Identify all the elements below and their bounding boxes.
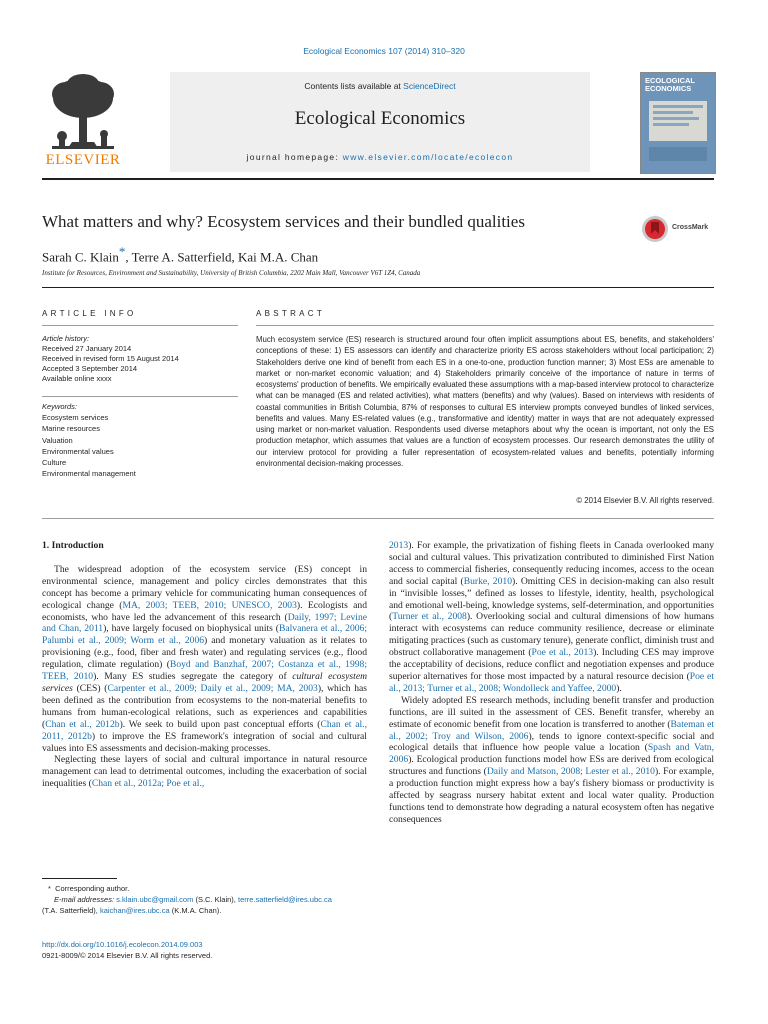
journal-name: Ecological Economics: [294, 108, 466, 129]
keyword-item: Environmental management: [42, 469, 136, 479]
header-rule: [42, 178, 714, 180]
cover-title: ECOLOGICAL ECONOMICS: [645, 76, 695, 93]
citation-link[interactable]: Turner et al., 2008: [392, 611, 467, 623]
masthead-banner: [170, 72, 590, 172]
body-text: ). For example, a production function might express how a bay's fishery biomass or productivity is affected by seagrass nursery habitat extent and local water quality. Production functions tend to demonstrate how degrading a natural ecosystem often has negative consequences: [389, 766, 714, 825]
body-text: ). For example, the privatization of fishing fleets in Canada overlooked many social and cultural values. This privatization contributed to diminished First Nation access to commercial fisheries, consequently reducing incomes, access to the ocean and social capital (: [389, 540, 714, 587]
history-item: Received in revised form 15 August 2014: [42, 354, 179, 363]
sciencedirect-link[interactable]: ScienceDirect: [403, 81, 456, 91]
body-text: ). Ecologists and economists, who have led the advancement of this research (: [42, 599, 368, 623]
body-column-left: [42, 540, 367, 790]
email-link[interactable]: s.klain.ubc@gmail.com: [116, 895, 194, 904]
citation-link[interactable]: MA, 2003; TEEB, 2010; UNESCO, 2003: [122, 599, 297, 611]
journal-cover-thumbnail[interactable]: [640, 72, 716, 174]
body-paragraph: [42, 754, 367, 790]
keyword-item: Valuation: [42, 435, 73, 445]
article-title: What matters and why? Ecosystem services and their bundled qualities: [42, 212, 525, 231]
body-text: ). We seek to build upon past conceptual efforts (: [119, 718, 321, 730]
citation-link[interactable]: Chan et al., 2012a; Poe et al.,: [91, 778, 205, 790]
citation-link[interactable]: Bateman et al., 2002; Troy and Wilson, 2006: [389, 718, 714, 742]
issn-copyright: 0921-8009/© 2014 Elsevier B.V. All rights reserved.: [42, 951, 213, 960]
doi-block: [42, 939, 367, 961]
email-owner: (S.C. Klain),: [195, 895, 236, 904]
citation-link[interactable]: Burke, 2010: [463, 575, 512, 587]
body-text: ). Omitting CES in decision-making can also result in “invisible losses,” defined as losses to lifestyle, identity, health, psychological and emotional well-being, knowledge systems, self-determination, and opportunities (: [389, 575, 714, 623]
author-separator: ,: [231, 249, 238, 265]
citation-link[interactable]: Daily, 1997; Levine and Chan, 2011: [42, 611, 367, 635]
abstract-text: Much ecosystem service (ES) research is structured around four often implicit assumptions about ES, benefits, and stakeholders' conceptions of these: 1) ES assessors can identify and characterize priority ES across stakeholders without local participation; 2) Stakeholders derive one kind of benefit from each ES in a one-to-one, production function manner; 3) Most ESs are amenable to market or non-market economic valuation; and 4) Stakeholders primarily conceive of the importance of nature in terms of ecosystems' production of benefits. We empirically evaluated these assumptions with a map-based interview protocol to characterize what can be managed (ES and related activities), what matters (benefits) and why (values). Based on interviews with residents of coastal communities in British Columbia, 87% of responses to cultural ES interview prompts conveyed bundles of linked services, benefits and values. Many ES-related values (e.g., transformative and identity) matter in ways that are not adequately expressed using market or non-market valuation. Respondents used diverse metaphors about why the ocean is important, not only the ES production metaphor, which assumes that values are a function of ecosystem processes. Our research demonstrates the utility of our interview protocol for providing a fuller representation of ecosystem-related values and benefits, potentially informing environmental decision-making processes.: [256, 335, 714, 468]
body-text: ).: [616, 682, 622, 694]
body-text: ). Including CES may improve the acceptability of decisions, reduce conflict and negotiation expenses and produce superior alternatives for those most impacted by a natural resource decision (: [389, 647, 714, 682]
abstract-rule: [256, 325, 714, 326]
section-heading: 1. Introduction: [42, 540, 104, 551]
keyword-item: Culture: [42, 458, 67, 468]
publisher-wordmark: ELSEVIER: [45, 152, 121, 168]
keyword-item: Ecosystem services: [42, 413, 109, 423]
citation-link[interactable]: Chan et al., 2011, 2012b: [42, 718, 367, 742]
contents-prefix: Contents lists available at: [304, 81, 404, 91]
body-column-right: [389, 540, 714, 826]
email-link[interactable]: terre.satterfield@ires.ubc.ca: [237, 895, 332, 904]
author-name[interactable]: Sarah C. Klain: [42, 249, 119, 265]
history-label: Article history:: [42, 334, 90, 343]
abstract-copyright: © 2014 Elsevier B.V. All rights reserved.: [576, 496, 714, 505]
body-text: ). Ecological production functions model how ESs are derived from ecological structures and functions (: [389, 754, 714, 778]
body-paragraph: [389, 540, 714, 695]
email-footnote-cont: [42, 905, 367, 916]
body-text: ), tends to ignore context-specific social and ecological details that influence how people value a location (: [389, 730, 715, 754]
body-text: ), have largely focused on biophysical units (: [103, 623, 279, 635]
author-affiliation: Institute for Resources, Environment and Sustainability, University of British Columbia, 2202 Main Mall, Vancouver V6T 1Z4, Canada: [42, 269, 421, 277]
crossmark-badge[interactable]: [640, 214, 712, 244]
journal-masthead: [42, 72, 714, 174]
crossmark-label: CrossMark: [672, 224, 709, 231]
citation-link[interactable]: Carpenter et al., 2009; Daily et al., 2009; MA, 2003: [107, 682, 318, 694]
author-separator: ,: [125, 249, 132, 265]
keyword-item: Environmental values: [42, 446, 114, 456]
email-owner: (T.A. Satterfield),: [42, 906, 98, 915]
keyword-item: Marine resources: [42, 424, 100, 434]
body-text: ). Overlooking social and cultural dimensions of how humans interact with ecosystems can reduce community resilience, decrease or eliminate mitigating practices (such as customary tenure), generate conflict, diminish trust and obstruct collaborative management (: [389, 611, 715, 659]
cover-artwork-icon: [649, 101, 707, 163]
body-text: The widespread adoption of the ecosystem service (ES) concept in environmental science, management and policy circles demonstrates that this concept has become a primary vehicle for communicating human consequences of ecological change (: [42, 563, 367, 611]
email-footnote: [42, 894, 367, 905]
citation-link[interactable]: Balvanera et al., 2006; Palumbi et al., 2009; Worm et al., 2006: [42, 623, 367, 647]
author-name[interactable]: Terre A. Satterfield: [131, 249, 232, 265]
citation-link[interactable]: 2013: [389, 540, 409, 551]
journal-citation[interactable]: Ecological Economics 107 (2014) 310–320: [303, 46, 465, 56]
body-paragraph: [389, 695, 714, 826]
corresponding-footnote: [42, 883, 367, 894]
citation-link[interactable]: Spash and Vatn, 2006: [389, 742, 714, 766]
journal-homepage: [170, 152, 590, 162]
doi-link[interactable]: http://dx.doi.org/10.1016/j.ecolecon.2014.09.003: [42, 940, 203, 949]
email-owner: (K.M.A. Chan).: [171, 906, 222, 915]
keywords-rule: [42, 396, 238, 397]
body-text: ) and monetary valuation as it relates to provisioning (e.g., food, fiber and fresh water) and regulating services (e.g., flood regulation, climate regulation) (: [42, 635, 367, 671]
history-item: Available online xxxx: [42, 374, 112, 383]
footnotes: [42, 883, 367, 916]
footnote-asterisk: *: [48, 884, 56, 893]
email-label: E-mail addresses:: [54, 895, 115, 904]
contents-availability: [170, 81, 590, 91]
emphasis-text: cultural ecosystem services: [42, 671, 368, 694]
abstract-heading: ABSTRACT: [256, 309, 326, 318]
citation-link[interactable]: Daily and Matson, 2008; Lester et al., 2010: [486, 766, 655, 778]
article-info-rule: [42, 325, 238, 326]
citation-link[interactable]: Boyd and Banzhaf, 2007; Costanza et al., 1998; TEEB, 2010: [42, 659, 367, 683]
article-info-heading: ARTICLE INFO: [42, 309, 137, 318]
email-link[interactable]: kaichan@ires.ubc.ca: [99, 906, 170, 915]
keywords-block: [42, 401, 242, 479]
history-item: Accepted 3 September 2014: [42, 364, 138, 373]
history-item: Received 27 January 2014: [42, 344, 132, 353]
body-text: Neglecting these layers of social and cultural importance in natural resource management can lead to detrimental outcomes, including the exacerbation of social inequalities (: [42, 754, 367, 790]
citation-link[interactable]: Poe et al., 2013: [531, 647, 594, 659]
body-text: ). Many ES studies segregate the category of: [93, 671, 293, 683]
citation-link[interactable]: Chan et al., 2012b: [45, 718, 120, 730]
body-text: ), which has been defined as the contribution from ecosystems to the non-material benefits to humans from human-ecological relations, such as experiences and capabilities (: [42, 682, 368, 730]
body-rule: [42, 518, 714, 519]
section-rule: [42, 287, 714, 288]
author-name[interactable]: Kai M.A. Chan: [237, 249, 319, 265]
citation-link[interactable]: Poe et al., 2013; Turner et al., 2008; Wondolleck and Yaffee, 2000: [389, 670, 714, 694]
corresponding-author-mark[interactable]: *: [118, 244, 126, 259]
footnote-rule: [42, 878, 117, 879]
body-paragraph: [42, 564, 367, 755]
body-text: (CES) (: [72, 682, 108, 694]
article-history: [42, 334, 242, 384]
author-list: [42, 244, 318, 265]
body-text: ) to improve the ES framework's integration of social and cultural values into ES assessments and decision-making processes.: [42, 730, 367, 754]
homepage-link[interactable]: www.elsevier.com/locate/ecolecon: [342, 152, 514, 162]
keywords-label: Keywords:: [42, 402, 78, 411]
corresponding-label: Corresponding author.: [55, 884, 130, 893]
body-text: Widely adopted ES research methods, including benefit transfer and production functions, are ill suited in the assessment of CES. Benefit transfer, whereby an estimate of economic benefit from one location is transferred to another (: [389, 694, 714, 730]
homepage-prefix: journal homepage:: [246, 152, 343, 162]
